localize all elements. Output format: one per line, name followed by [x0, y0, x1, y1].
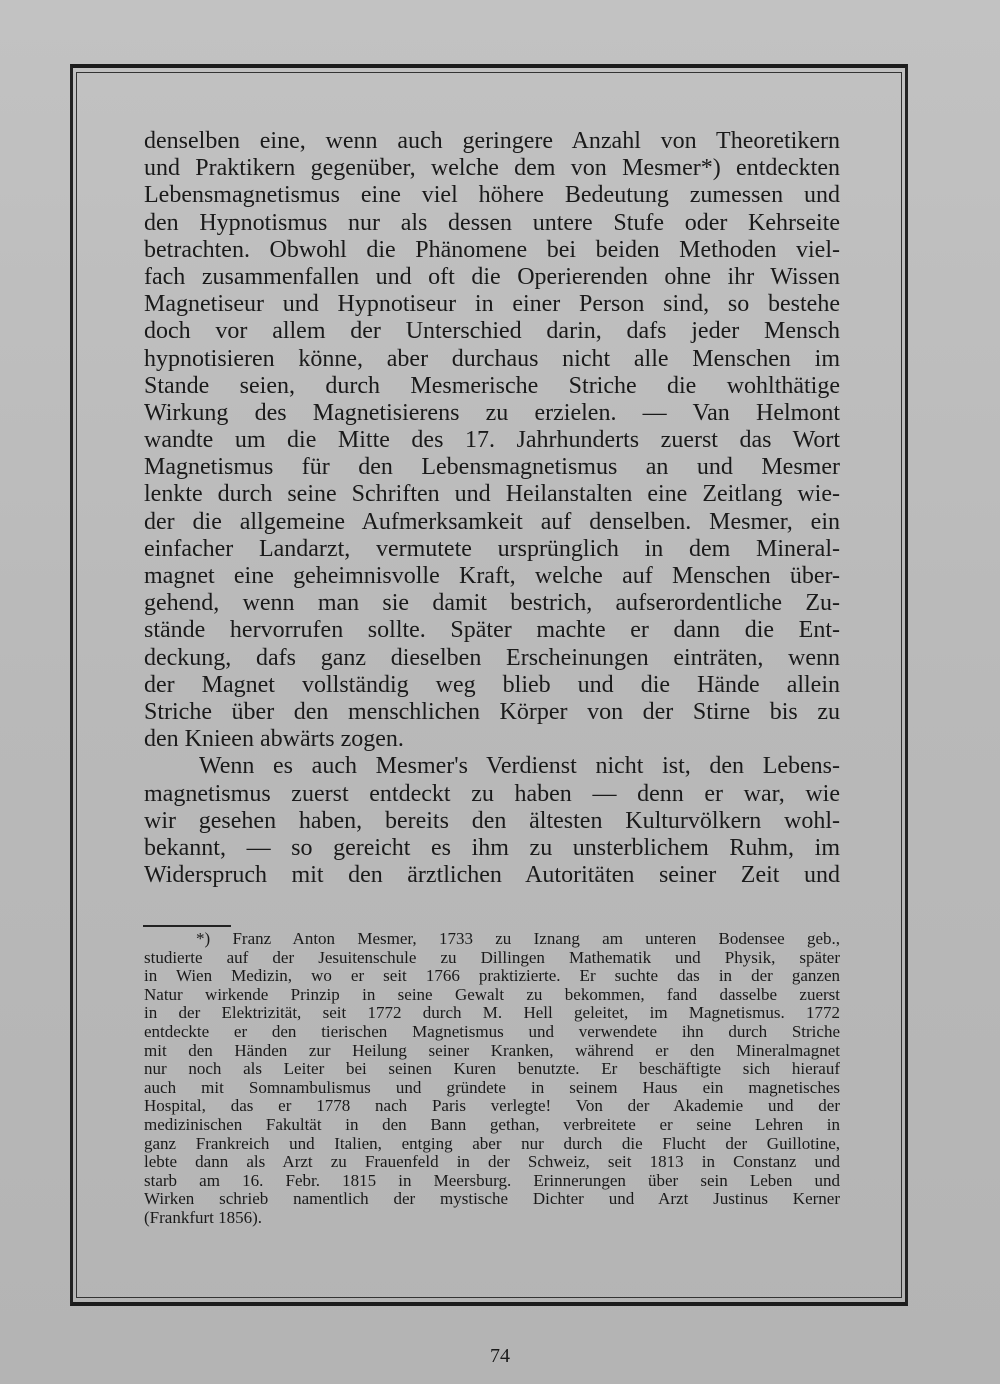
text-line: doch vor allem der Unterschied darin, dafs jeder Mensch	[144, 318, 840, 345]
text-line: Stande seien, durch Mesmerische Striche die wohlthätige	[144, 372, 840, 399]
footnote-line: (Frankfurt 1856).	[144, 1208, 263, 1227]
text-line: der die allgemeine Aufmerksamkeit auf denselben. Mesmer, ein	[144, 508, 840, 535]
footnote-divider	[143, 925, 231, 927]
footnote-line: Hospital, das er 1778 nach Paris verlegte! Von der Akademie und der	[144, 1097, 840, 1116]
text-line: Wenn es auch Mesmer's Verdienst nicht ist, den Lebens-	[199, 753, 840, 780]
text-line: einfacher Landarzt, vermutete ursprünglich in dem Mineral-	[144, 535, 840, 562]
text-line: Wirkung des Magnetisierens zu erzielen. — Van Helmont	[144, 399, 840, 426]
text-line: den Hypnotismus nur als dessen untere Stufe oder Kehrseite	[144, 209, 840, 236]
text-line: fach zusammenfallen und oft die Operierenden ohne ihr Wissen	[144, 263, 840, 290]
text-line: denselben eine, wenn auch geringere Anzahl von Theoretikern	[144, 128, 840, 154]
footnote-line: entdeckte er den tierischen Magnetismus und verwendete ihn durch Striche	[144, 1022, 840, 1041]
footnote-line: studierte auf der Jesuitenschule zu Dillingen Mathematik und Physik, später	[144, 948, 840, 967]
text-line: der Magnet vollständig weg blieb und die Hände allein	[144, 671, 840, 698]
text-line: betrachten. Obwohl die Phänomene bei beiden Methoden viel-	[144, 236, 840, 263]
text-line: Magnetismus für den Lebensmagnetismus an und Mesmer	[144, 454, 840, 481]
footnote-line: Wirken schrieb namentlich der mystische Dichter und Arzt Justinus Kerner	[144, 1190, 840, 1209]
text-line: wandte um die Mitte des 17. Jahrhunderts zuerst das Wort	[144, 427, 840, 454]
footnote-line: nur noch als Leiter bei seinen Kuren benutzte. Er beschäftigte sich hierauf	[144, 1060, 840, 1079]
text-line: stände hervorrufen sollte. Später machte er dann die Ent-	[144, 617, 840, 644]
footnote-block	[144, 930, 840, 1228]
main-text-block	[144, 128, 840, 889]
text-line: deckung, dafs ganz dieselben Erscheinungen einträten, wenn	[144, 644, 840, 671]
footnote-line: lebte dann als Arzt zu Frauenfeld in der Schweiz, seit 1813 in Constanz und	[144, 1153, 840, 1172]
footnote-line: mit den Händen zur Heilung seiner Kranken, während er den Mineralmagnet	[144, 1041, 840, 1060]
text-line: gehend, wenn man sie damit bestrich, aufserordentliche Zu-	[144, 590, 840, 617]
text-line: magnetismus zuerst entdeckt zu haben — denn er war, wie	[144, 780, 840, 807]
footnote-line: in Wien Medizin, wo er seit 1766 praktizierte. Er suchte das in der ganzen	[144, 967, 840, 986]
text-line: bekannt, — so gereicht es ihm zu unsterblichem Ruhm, im	[144, 834, 840, 861]
footnote-line: in der Elektrizität, seit 1772 durch M. Hell geleitet, im Magnetismus. 1772	[144, 1004, 840, 1023]
footnote-line: starb am 16. Febr. 1815 in Meersburg. Erinnerungen über sein Leben und	[144, 1171, 840, 1190]
text-line: den Knieen abwärts zogen.	[144, 726, 404, 753]
footnote-line: Natur wirkende Prinzip in seine Gewalt zu bekommen, fand dasselbe zuerst	[144, 985, 840, 1004]
text-line: magnet eine geheimnisvolle Kraft, welche auf Menschen über-	[144, 563, 840, 589]
text-line: Lebensmagnetismus eine viel höhere Bedeutung zumessen und	[144, 182, 840, 209]
text-line: Magnetiseur und Hypnotiseur in einer Person sind, so bestehe	[144, 291, 840, 318]
text-line: Widerspruch mit den ärztlichen Autoritäten seiner Zeit und	[144, 862, 840, 889]
text-line: und Praktikern gegenüber, welche dem von Mesmer*) entdeckten	[144, 155, 840, 182]
text-line: hypnotisieren könne, aber durchaus nicht alle Menschen im	[144, 345, 840, 372]
text-line: Striche über den menschlichen Körper von der Stirne bis zu	[144, 698, 840, 725]
footnote-line: *) Franz Anton Mesmer, 1733 zu Iznang am unteren Bodensee geb.,	[196, 930, 840, 948]
text-line: lenkte durch seine Schriften und Heilanstalten eine Zeitlang wie-	[144, 481, 840, 508]
footnote-line: medizinischen Fakultät in den Bann gethan, verbreitete er seine Lehren in	[144, 1115, 840, 1134]
page-number: 74	[490, 1345, 510, 1367]
text-line: wir gesehen haben, bereits den ältesten Kulturvölkern wohl-	[144, 807, 840, 834]
footnote-line: ganz Frankreich und Italien, entging aber nur durch die Flucht der Guillotine,	[144, 1134, 840, 1153]
footnote-line: auch mit Somnambulismus und gründete in seinem Haus ein magnetisches	[144, 1078, 840, 1097]
